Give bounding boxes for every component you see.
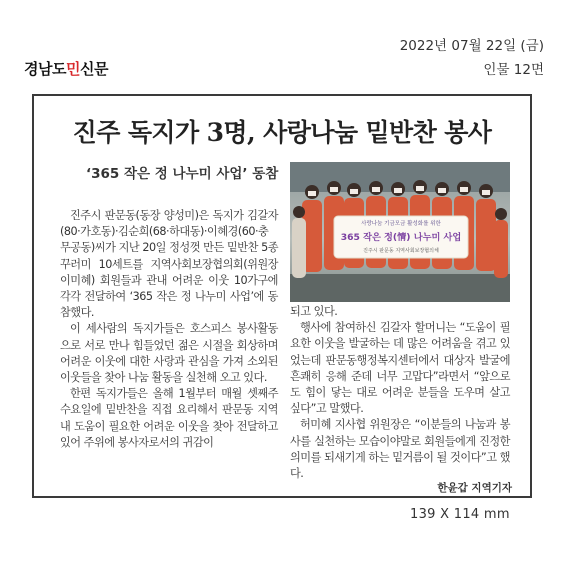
- article-subhead: ‘365 작은 정 나누미 사업’ 동참: [86, 166, 279, 182]
- volunteers-photo-image: [290, 162, 510, 302]
- article-body-column-1: [60, 208, 278, 451]
- newspaper-logo-accent: 민: [65, 60, 80, 78]
- photo-banner-main-text: 365 작은 정(情) 나누미 사업: [340, 232, 462, 243]
- article-box: [32, 94, 532, 498]
- article-photo: [290, 162, 510, 302]
- photo-banner: [334, 216, 468, 258]
- issue-date: 2022년 07월 22일 (금): [399, 38, 544, 54]
- body-paragraph: 진주시 판문동(동장 양성미)은 독지가 김갈자(80·가호동)·김순희(68·하대동)·이혜경(60·충무공동)씨가 지난 20일 정성껏 만든 밑반찬 5종 꾸러미 10세트를 지역사회보장협의회(위원장 이미혜) 회원들과 관내 어려운 이웃 10가구에 각각 전달하여 ‘365 작은 정 나누미 사업’에 동참했다.: [60, 209, 278, 320]
- newspaper-logo: [24, 58, 108, 79]
- clip-size: 139 X 114 mm: [410, 507, 510, 522]
- body-paragraph: 허미혜 지사협 위원장은 “이분들의 나눔과 봉사를 실천하는 모습이야말로 회원들에게 진정한 의미를 되새기게 하는 밑거름이 될 것이다”고 했다.: [290, 418, 510, 481]
- article-byline: 한윤갑 지역기자: [437, 482, 512, 494]
- photo-banner-org-text: 진주시 판문동 지역사회보장협의체: [363, 248, 439, 254]
- newspaper-logo-main: 경남도: [24, 60, 66, 78]
- photo-banner-top-text: 사랑나눔 기금모금 활성화를 위한: [361, 221, 441, 227]
- article-body-column-2: [290, 304, 510, 482]
- page-section: 인물 12면: [483, 62, 544, 78]
- article-headline: 진주 독지가 3명, 사랑나눔 밑반찬 봉사: [72, 118, 492, 147]
- body-paragraph: 되고 있다.: [290, 305, 338, 318]
- body-paragraph: 이 세사람의 독지가들은 호스피스 봉사활동으로 서로 만나 힘들었던 젊은 시절을 회상하며 어려운 이웃에 대한 사랑과 관심을 가져 소외된 이웃들을 찾아 나눔 활동을 실천해 오고 있다.: [60, 322, 278, 385]
- newspaper-logo-tail: 신문: [79, 60, 108, 78]
- body-paragraph: 한편 독지가들은 올해 1월부터 매월 셋째주 수요일에 밑반찬을 직접 요리해서 판문동 지역 내 도움이 필요한 어려운 이웃을 찾아 전달하고 있어 주위에 봉사자로서의 귀감이: [60, 387, 278, 449]
- body-paragraph: 행사에 참여하신 김갈자 할머니는 “도움이 필요한 이웃을 발굴하는 데 많은 어려움을 겪고 있었는데 판문동행정복지센터에서 대상자 발굴에 흔쾌히 응해 준데 너무 고맙다”라면서 “앞으로도 힘이 닿는 대로 어려운 분들을 도우며 살고 싶다”고 말했다.: [290, 321, 510, 416]
